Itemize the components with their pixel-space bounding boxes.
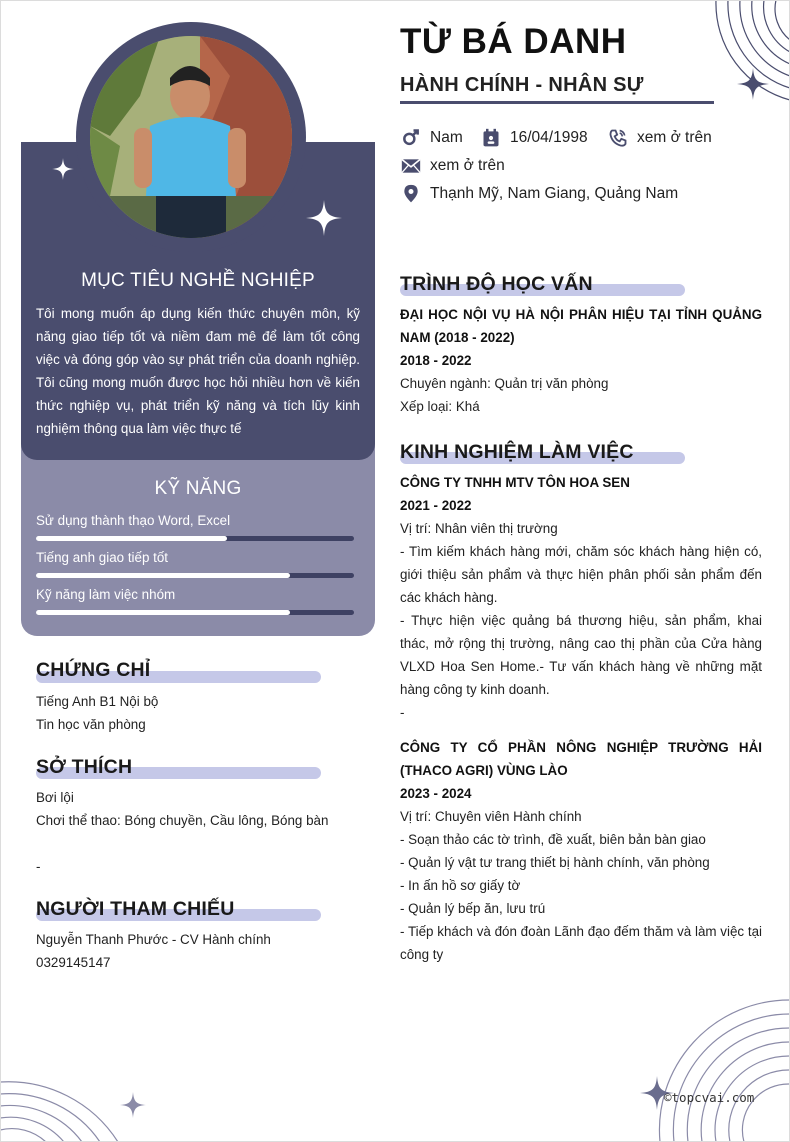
skill-bar-fill — [36, 610, 290, 615]
address-info — [400, 184, 678, 204]
phone-info — [607, 128, 712, 148]
sparkle-icon — [737, 68, 769, 100]
job-position: Vị trí: Nhân viên thị trường — [400, 521, 558, 536]
job-period: 2023 - 2024 — [400, 786, 472, 801]
job-period: 2021 - 2022 — [400, 498, 472, 513]
email-info — [400, 156, 505, 176]
certificate-item: Tin học văn phòng — [36, 717, 146, 732]
email-text: xem ở trên — [430, 157, 505, 174]
references-title: NGƯỜI THAM CHIẾU — [36, 898, 235, 920]
job-duty: - Quản lý bếp ăn, lưu trú — [400, 901, 546, 916]
hobbies-title: SỞ THÍCH — [36, 756, 133, 778]
skill-name: Kỹ năng làm việc nhóm — [36, 587, 176, 602]
address-text: Thạnh Mỹ, Nam Giang, Quảng Nam — [430, 185, 679, 202]
reference-item: 0329145147 — [36, 955, 111, 970]
skill-bar — [36, 536, 354, 541]
experience-title: KINH NGHIỆM LÀM VIỆC — [400, 441, 634, 463]
gender-icon — [400, 128, 422, 148]
skill-bar — [36, 573, 354, 578]
skill-bar-fill — [36, 573, 290, 578]
objective-title: MỤC TIÊU NGHỀ NGHIỆP — [81, 270, 315, 291]
birthdate-info — [480, 128, 588, 148]
candidate-name: TỪ BÁ DANH — [400, 22, 627, 61]
location-icon — [400, 184, 422, 204]
job-position: Vị trí: Chuyên viên Hành chính — [400, 809, 582, 824]
skill-item — [36, 513, 354, 541]
certificate-item: Tiếng Anh B1 Nội bộ — [36, 694, 159, 709]
phone-icon — [607, 128, 629, 148]
job-company: CÔNG TY TNHH MTV TÔN HOA SEN — [400, 475, 630, 490]
hobby-item: - — [36, 859, 41, 874]
job-duty: - Tìm kiếm khách hàng mới, chăm sóc khách hàng hiện có, giới thiệu sản phẩm và thực hiện phân phối sản phẩm đến các khách hàng. — [400, 544, 762, 605]
education-grade: Xếp loại: Khá — [400, 399, 480, 414]
skills-title: KỸ NĂNG — [154, 478, 242, 499]
skill-bar-fill — [36, 536, 227, 541]
sparkle-icon — [306, 200, 342, 236]
education-period: 2018 - 2022 — [400, 353, 472, 368]
candidate-role: HÀNH CHÍNH - NHÂN SỰ — [400, 74, 644, 96]
skill-bar — [36, 610, 354, 615]
watermark: ©topcvai.com — [664, 1090, 755, 1105]
job-duty: - Tiếp khách và đón đoàn Lãnh đạo đếm thăm và làm việc tại công ty — [400, 924, 762, 962]
hobby-item: Bơi lội — [36, 790, 74, 805]
phone-text: xem ở trên — [637, 129, 712, 146]
sparkle-icon — [52, 158, 74, 180]
gender-info — [400, 128, 463, 148]
skill-name: Sử dụng thành thạo Word, Excel — [36, 513, 231, 528]
reference-item: Nguyễn Thanh Phước - CV Hành chính — [36, 932, 271, 947]
job-duty: - Soạn thảo các tờ trình, đề xuất, biên bản bàn giao — [400, 832, 706, 847]
avatar — [90, 36, 292, 238]
sparkle-icon — [120, 1092, 146, 1118]
education-title: TRÌNH ĐỘ HỌC VẤN — [400, 273, 593, 295]
job-duty: - — [400, 705, 405, 720]
hobby-item: Chơi thể thao: Bóng chuyền, Cầu lông, Bóng bàn — [36, 813, 329, 828]
skill-item — [36, 587, 354, 615]
gender-text: Nam — [430, 129, 463, 146]
bottom-right-arc-decoration — [650, 970, 790, 1142]
education-school: ĐẠI HỌC NỘI VỤ HÀ NỘI PHÂN HIỆU TẠI TỈNH QUẢNG NAM (2018 - 2022) — [400, 307, 762, 345]
calendar-icon — [480, 128, 502, 148]
job-duty: - Quản lý vật tư trang thiết bị hành chính, văn phòng — [400, 855, 710, 870]
email-icon — [400, 156, 422, 176]
job-duty: - In ấn hồ sơ giấy tờ — [400, 878, 521, 893]
role-divider — [400, 101, 714, 104]
certificates-title: CHỨNG CHỈ — [36, 659, 151, 681]
objective-text: Tôi mong muốn áp dụng kiến thức chuyên môn, kỹ năng giao tiếp tốt và niềm đam mê để làm tốt công việc và đóng góp vào sự phát triển của doanh nghiệp. Tôi cũng mong muốn được học hỏi nhiều hơn về kiến thức nghiệp vụ, phát triển kỹ năng và tích lũy kinh nghiệm thông qua làm việc thực tế — [36, 306, 360, 436]
education-major: Chuyên ngành: Quản trị văn phòng — [400, 376, 609, 391]
job-company: CÔNG TY CỔ PHẦN NÔNG NGHIỆP TRƯỜNG HẢI (THACO AGRI) VÙNG LÀO — [400, 740, 762, 778]
job-duty: - Thực hiện việc quảng bá thương hiệu, sản phẩm, khai thác, mở rộng thị trường, nâng cao thị phần của Cửa hàng VLXD Hoa Sen Home.- Tư vấn khách hàng về những mặt hàng công ty kinh doanh. — [400, 613, 762, 697]
birthdate-text: 16/04/1998 — [510, 129, 588, 146]
skill-name: Tiếng anh giao tiếp tốt — [36, 550, 169, 565]
skill-item — [36, 550, 354, 578]
